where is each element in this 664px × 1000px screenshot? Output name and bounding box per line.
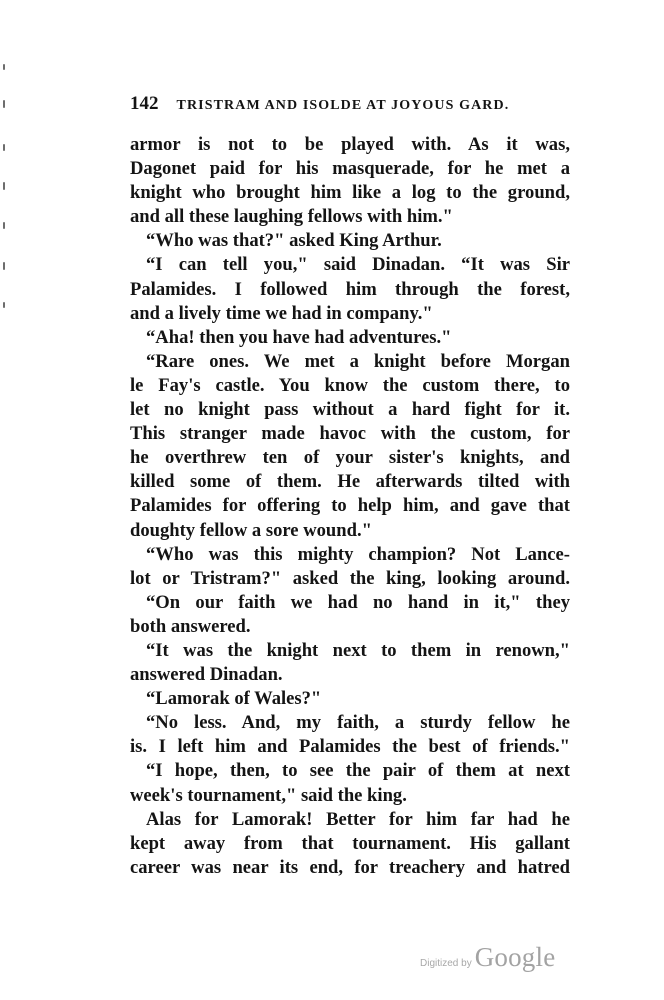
scan-mark (3, 302, 5, 308)
text-line: Dagonet paid for his masquerade, for he met a (130, 158, 570, 180)
text-line: “I hope, then, to see the pair of them at next (146, 760, 570, 782)
scan-mark (3, 222, 5, 229)
digitization-watermark (420, 942, 555, 973)
text-line: is. I left him and Palamides the best of friends." (130, 736, 570, 758)
text-line: Palamides. I followed him through the forest, (130, 278, 570, 300)
text-line: “Lamorak of Wales?" (146, 688, 322, 710)
text-line: Alas for Lamorak! Better for him far had he (146, 808, 570, 830)
scan-mark (3, 100, 5, 108)
text-line: “It was the knight next to them in renown," (146, 639, 570, 661)
text-line: armor is not to be played with. As it was, (130, 134, 570, 155)
text-line: “No less. And, my faith, a sturdy fellow he (146, 712, 570, 734)
scan-mark (3, 262, 5, 270)
scan-mark (3, 64, 5, 70)
text-line: knight who brought him like a log to the ground, (130, 182, 570, 204)
text-line: answered Dinadan. (130, 664, 283, 686)
text-line: and a lively time we had in company." (130, 302, 433, 324)
text-line: “Who was this mighty champion? Not Lance- (146, 543, 570, 565)
text-line: killed some of them. He afterwards tilted with (130, 471, 570, 493)
page-number: 142 (130, 93, 159, 114)
text-line: week's tournament," said the king. (130, 784, 407, 806)
text-line: Palamides for offering to help him, and gave that (130, 495, 570, 517)
text-line: “On our faith we had no hand in it," they (146, 591, 570, 613)
text-line: lot or Tristram?" asked the king, looking around. (130, 567, 570, 589)
text-line: let no knight pass without a hard fight for it. (130, 399, 570, 421)
running-header (130, 93, 580, 115)
text-line: both answered. (130, 615, 251, 637)
text-line: “Who was that?" asked King Arthur. (146, 230, 442, 252)
running-title: TRISTRAM AND ISOLDE AT JOYOUS GARD. (176, 98, 510, 113)
scan-margin-marks (3, 40, 7, 360)
text-line: “I can tell you," said Dinadan. “It was Sir (146, 254, 570, 276)
scan-mark (3, 144, 5, 151)
text-line: “Rare ones. We met a knight before Morgan (146, 350, 570, 372)
text-line: This stranger made havoc with the custom, for (130, 423, 570, 445)
text-line: le Fay's castle. You know the custom there, to (130, 374, 570, 396)
digitized-by-label: Digitized by (420, 958, 472, 969)
body-text (130, 133, 570, 880)
text-line: he overthrew ten of your sister's knights, and (130, 447, 570, 469)
text-line: and all these laughing fellows with him." (130, 206, 453, 228)
text-line: “Aha! then you have had adventures." (146, 326, 452, 348)
text-line: kept away from that tournament. His gallant (130, 832, 570, 854)
text-line: career was near its end, for treachery and hatred (130, 856, 570, 878)
google-logo: Google (474, 942, 556, 972)
text-line: doughty fellow a sore wound." (130, 519, 372, 541)
scan-mark (3, 182, 5, 190)
